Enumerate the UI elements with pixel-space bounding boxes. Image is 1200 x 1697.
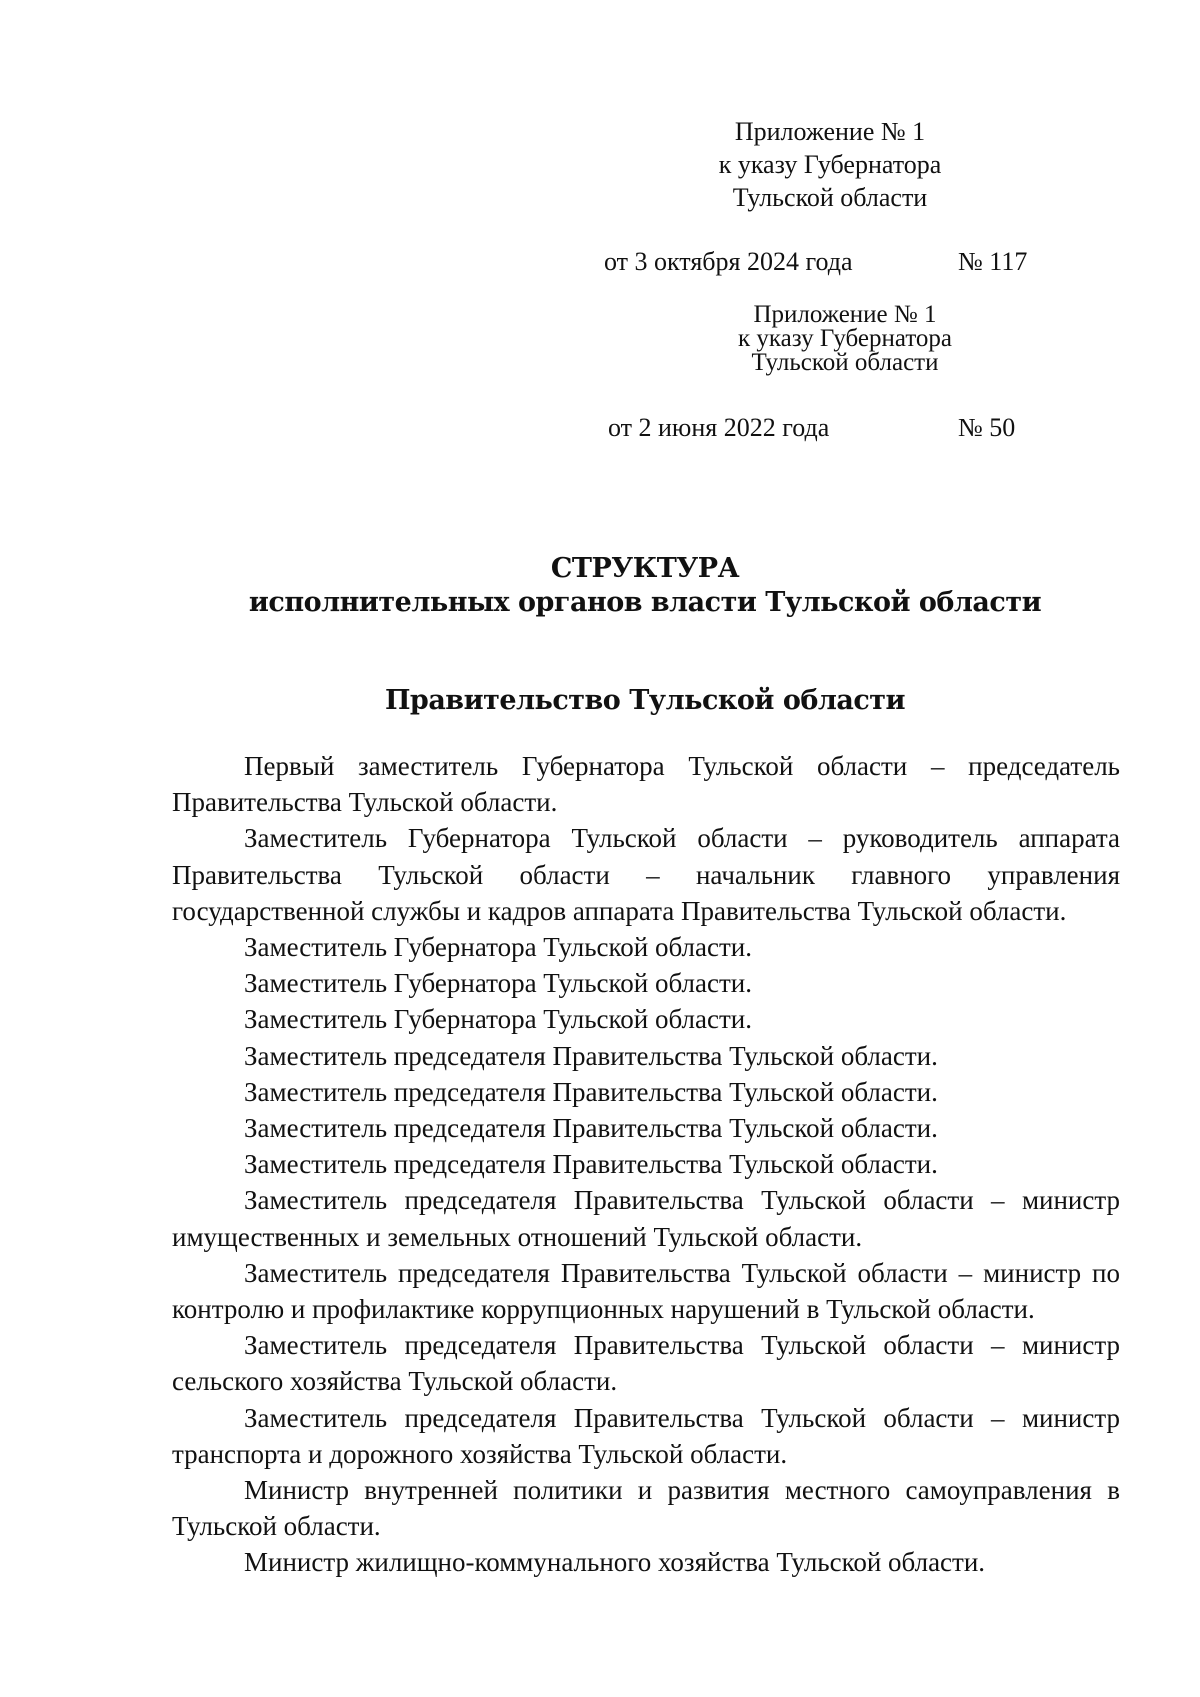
list-item: Заместитель председателя Правительства Тульской области – министр имущественных и земельных отношений Тульской области. <box>172 1185 1120 1252</box>
list-item: Первый заместитель Губернатора Тульской области – председатель Правительства Тульской области. <box>172 751 1120 818</box>
list-item: Министр жилищно-коммунального хозяйства Тульской области. <box>244 1547 986 1578</box>
list-item: Заместитель Губернатора Тульской области. <box>244 1004 752 1035</box>
appendix-current-header <box>680 115 980 214</box>
list-item: Заместитель председателя Правительства Тульской области. <box>244 1076 938 1107</box>
appendix-current-number: № 117 <box>958 247 1028 276</box>
section-title: Правительство Тульской области <box>384 685 906 716</box>
appendix-previous-date: от 2 июня 2022 года <box>608 413 830 442</box>
list-item: Заместитель председателя Правительства Тульской области – министр по контролю и профилактике коррупционных нарушений в Тульской области. <box>172 1257 1120 1325</box>
appendix-previous-line3: Тульской области <box>751 349 939 376</box>
appendix-previous-header <box>690 303 1000 375</box>
appendix-previous-line2: к указу Губернатора <box>737 325 953 352</box>
list-item: Заместитель председателя Правительства Тульской области. <box>244 1149 938 1180</box>
appendix-previous-number: № 50 <box>958 413 1016 442</box>
list-item: Заместитель Губернатора Тульской области – руководитель аппарата Правительства Тульской области – начальник главного управления государственной службы и кадров аппарата Правительства Тульской области. <box>172 823 1120 926</box>
list-item: Заместитель председателя Правительства Тульской области – министр транспорта и дорожного хозяйства Тульской области. <box>172 1402 1120 1469</box>
document-subtitle: исполнительных органов власти Тульской области <box>248 587 1042 618</box>
appendix-previous-line1: Приложение № 1 <box>753 301 937 328</box>
appendix-current-line3: Тульской области <box>732 183 928 212</box>
appendix-current-line1: Приложение № 1 <box>734 117 926 146</box>
list-item: Заместитель председателя Правительства Тульской области – министр сельского хозяйства Тульской области. <box>172 1330 1120 1397</box>
structure-list <box>172 748 1120 1581</box>
appendix-current-line2: к указу Губернатора <box>718 150 942 179</box>
list-item: Заместитель председателя Правительства Тульской области. <box>244 1113 938 1144</box>
list-item: Заместитель Губернатора Тульской области. <box>244 968 752 999</box>
document-title: СТРУКТУРА <box>550 553 740 584</box>
list-item: Заместитель Губернатора Тульской области. <box>244 932 752 963</box>
list-item: Министр внутренней политики и развития местного самоуправления в Тульской области. <box>172 1475 1120 1542</box>
list-item: Заместитель председателя Правительства Тульской области. <box>244 1040 938 1071</box>
appendix-current-date: от 3 октября 2024 года <box>604 247 853 276</box>
